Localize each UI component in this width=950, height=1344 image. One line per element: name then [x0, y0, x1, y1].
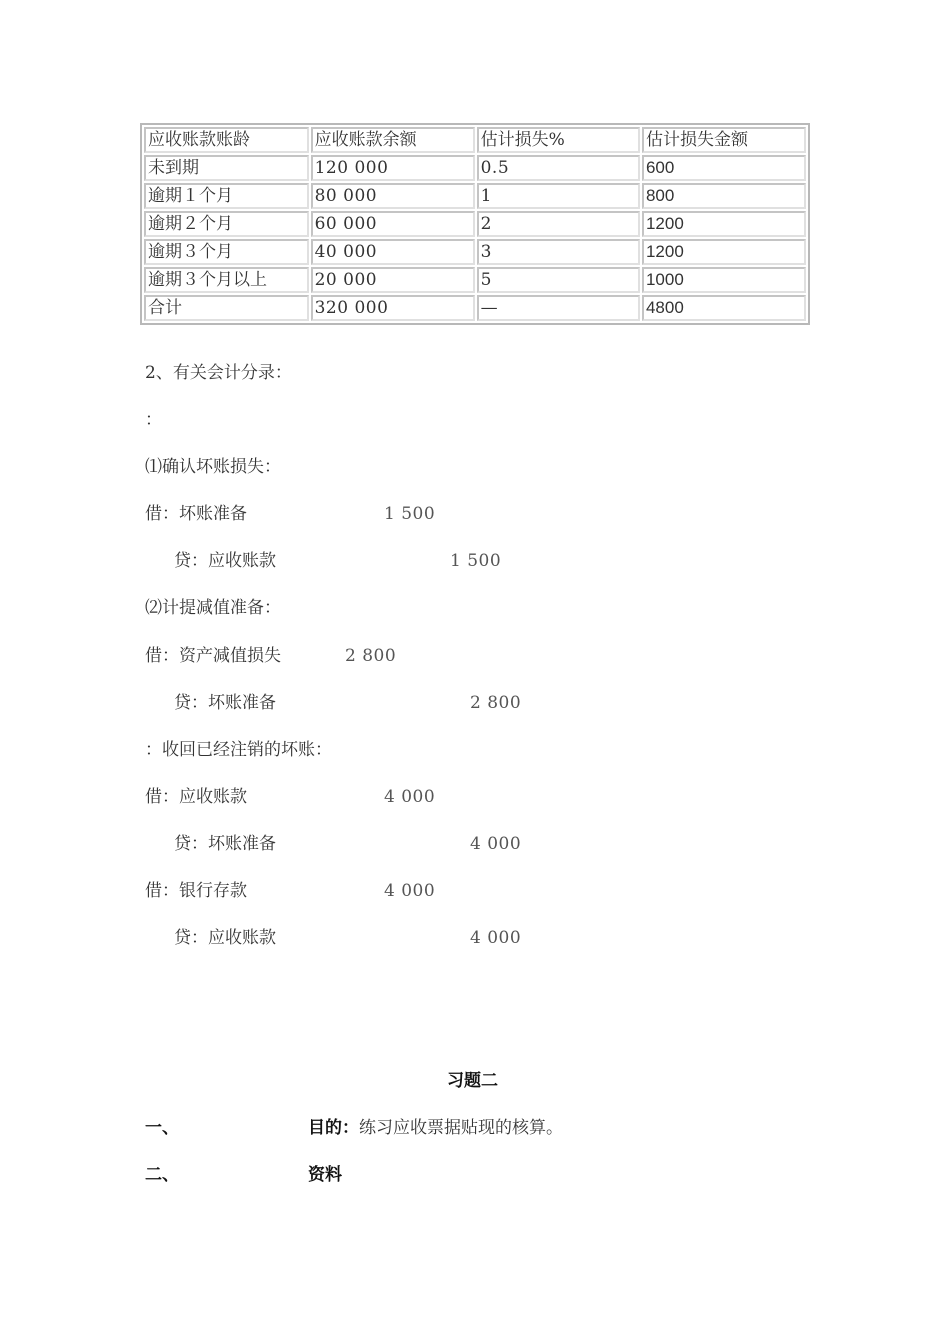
- debit-label: 借：资产减值损失: [145, 646, 281, 666]
- credit-amount: 4 000: [470, 834, 522, 854]
- table-cell: 1000: [642, 267, 806, 293]
- debit-label: 借：应收账款: [145, 787, 247, 807]
- table-row: [144, 155, 806, 181]
- exercise-title: 习题二: [447, 1071, 498, 1091]
- point-text: [308, 1117, 563, 1139]
- aging-table: [140, 123, 810, 325]
- table-cell: 4800: [642, 295, 806, 321]
- table-cell: 60 000: [311, 211, 475, 237]
- credit-label: 贷：坏账准备: [174, 834, 276, 854]
- debit-amount: 2 800: [345, 646, 397, 666]
- table-cell: 合计: [144, 295, 309, 321]
- table-cell: 40 000: [311, 239, 475, 265]
- debit-label: 借：坏账准备: [145, 504, 247, 524]
- credit-label: 贷：坏账准备: [174, 693, 276, 713]
- table-cell: 120 000: [311, 155, 475, 181]
- table-cell: 1200: [642, 239, 806, 265]
- item-title: ⑴确认坏账损失：: [145, 457, 281, 477]
- header-cell-balance: 应收账款余额: [311, 127, 475, 153]
- table-cell: 3: [477, 239, 640, 265]
- point-number: 一、: [145, 1118, 179, 1138]
- debit-label: 借：银行存款: [145, 881, 247, 901]
- debit-amount: 4 000: [384, 787, 436, 807]
- table-cell: 320 000: [311, 295, 475, 321]
- credit-amount: 4 000: [470, 928, 522, 948]
- table-header-row: [144, 127, 806, 153]
- table-cell: 逾期３个月以上: [144, 267, 309, 293]
- debit-amount: 4 000: [384, 881, 436, 901]
- table-cell: 2: [477, 211, 640, 237]
- table-cell: 逾期１个月: [144, 183, 309, 209]
- table-cell: 未到期: [144, 155, 309, 181]
- point-body: 练习应收票据贴现的核算。: [359, 1118, 563, 1138]
- table-cell: 800: [642, 183, 806, 209]
- table-row: [144, 239, 806, 265]
- debit-amount: 1 500: [384, 504, 436, 524]
- table-cell: 0.5: [477, 155, 640, 181]
- header-cell-aging: 应收账款账龄: [144, 127, 309, 153]
- table-total-row: [144, 295, 806, 321]
- table-cell: 逾期２个月: [144, 211, 309, 237]
- table-row: [144, 267, 806, 293]
- credit-amount: 1 500: [450, 551, 502, 571]
- table-cell: 80 000: [311, 183, 475, 209]
- table-cell: 1: [477, 183, 640, 209]
- table-cell: 20 000: [311, 267, 475, 293]
- header-cell-loss-rate: 估计损失%: [477, 127, 640, 153]
- section-title: 2、有关会计分录：: [145, 363, 292, 383]
- colon-line: ：: [145, 410, 162, 430]
- credit-label: 贷：应收账款: [174, 928, 276, 948]
- table-cell: 1200: [642, 211, 806, 237]
- credit-amount: 2 800: [470, 693, 522, 713]
- point-label: 目的：: [308, 1118, 359, 1138]
- table-cell: 逾期３个月: [144, 239, 309, 265]
- credit-label: 贷：应收账款: [174, 551, 276, 571]
- header-cell-loss-amount: 估计损失金额: [642, 127, 806, 153]
- table-row: [144, 183, 806, 209]
- table-cell: —: [477, 295, 640, 321]
- item-title: ：收回已经注销的坏账：: [145, 740, 332, 760]
- table-cell: 600: [642, 155, 806, 181]
- point-label: 资料: [308, 1165, 342, 1185]
- point-number: 二、: [145, 1165, 179, 1185]
- item-title: ⑵计提减值准备：: [145, 598, 281, 618]
- table-row: [144, 211, 806, 237]
- table-cell: 5: [477, 267, 640, 293]
